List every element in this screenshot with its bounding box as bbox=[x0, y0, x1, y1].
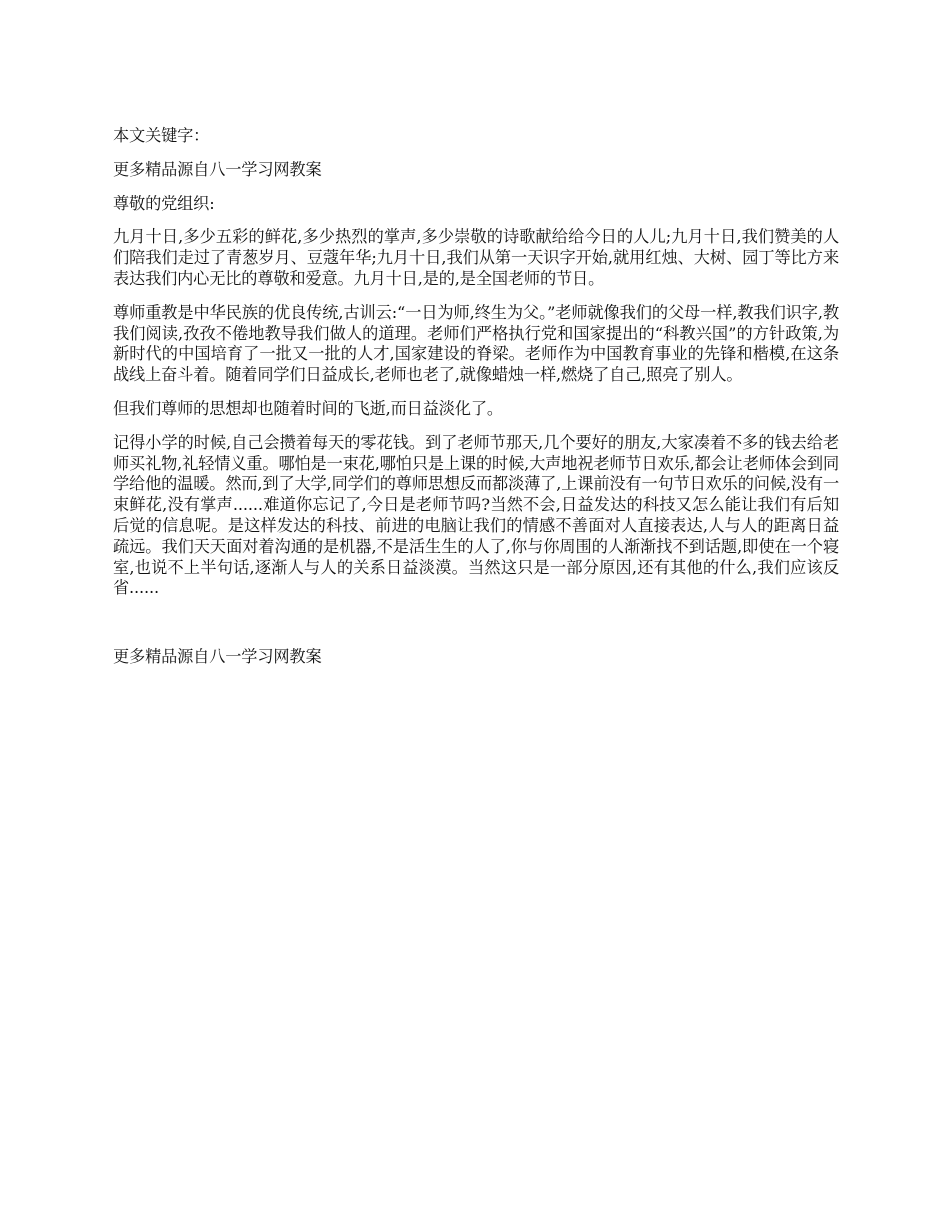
salutation: 尊敬的党组织: bbox=[113, 193, 215, 213]
source-line-bottom: 更多精品源自八一学习网教案 bbox=[113, 647, 322, 667]
paragraph-2: 尊师重教是中华民族的优良传统,古训云:“一日为师,终生为父。”老师就像我们的父母一样,教我们识字,教我们阅读,孜孜不倦地教导我们做人的道理。老师们严格执行党和国家提出的“科教兴国”的方针政策,为新时代的中国培育了一批又一批的人才,国家建设的脊梁。老师作为中国教育事业的先锋和楷模,在这条战线上奋斗着。随着同学们日益成长,老师也老了,就像蜡烛一样,燃烧了自己,照亮了别人。 bbox=[113, 302, 839, 385]
paragraph-3: 但我们尊师的思想却也随着时间的飞逝,而日益淡化了。 bbox=[113, 398, 503, 418]
keywords-label: 本文关键字： bbox=[113, 126, 210, 145]
paragraph-1: 九月十日,多少五彩的鲜花,多少热烈的掌声,多少崇敬的诗歌献给给今日的人儿;九月十日,我们赞美的人们陪我们走过了青葱岁月、豆蔻年华;九月十日,我们从第一天识字开始,就用红烛、大树、园丁等比方来表达我们内心无比的尊敬和爱意。九月十日,是的,是全国老师的节日。 bbox=[113, 227, 839, 288]
blank-spacer bbox=[113, 612, 839, 647]
paragraph-4: 记得小学的时候,自己会攒着每天的零花钱。到了老师节那天,几个要好的朋友,大家凑着不多的钱去给老师买礼物,礼轻情义重。哪怕是一束花,哪怕只是上课的时候,大声地祝老师节日欢乐,都会让老师体会到同学给他的温暖。然而,到了大学,同学们的尊师思想反而都淡薄了,上课前没有一句节日欢乐的问候,没有一束鲜花,没有掌声......难道你忘记了,今日是老师节吗?当然不会,日益发达的科技又怎么能让我们有后知后觉的信息呢。是这样发达的科技、前进的电脑让我们的情感不善面对人直接表达,人与人的距离日益疏远。我们天天面对着沟通的是机器,不是活生生的人了,你与你周围的人渐渐找不到话题,即使在一个寝室,也说不上半句话,逐渐人与人的关系日益淡漠。当然这只是一部分原因,还有其他的什么,我们应该反省...... bbox=[113, 432, 839, 598]
source-line-top: 更多精品源自八一学习网教案 bbox=[113, 159, 322, 179]
document-page bbox=[113, 126, 839, 681]
